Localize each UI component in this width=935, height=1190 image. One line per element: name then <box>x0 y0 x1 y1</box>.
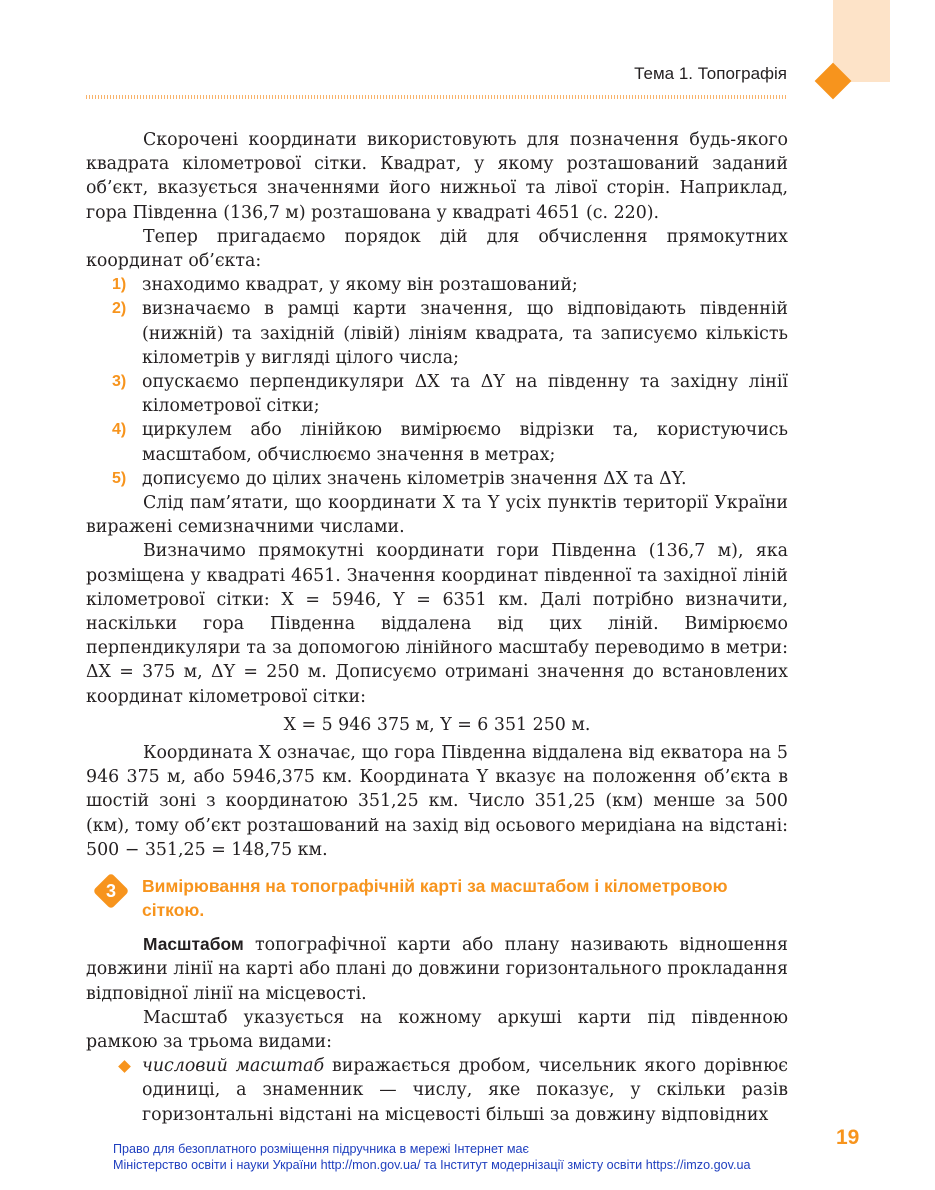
step-number: 2) <box>112 300 127 318</box>
list-item <box>86 297 788 370</box>
page-body <box>86 128 788 1127</box>
list-item-numeric-scale <box>86 1054 788 1127</box>
paragraph-procedure-intro: Тепер пригадаємо порядок дій для обчислення прямокутних координат об’єкта: <box>86 226 788 272</box>
header-topic-title: Тема 1. Топографія <box>634 64 787 83</box>
section-number-badge-icon <box>93 873 130 910</box>
step-number: 3) <box>112 373 127 391</box>
step-text: знаходимо квадрат, у якому він розташований; <box>142 275 578 296</box>
step-number: 4) <box>112 421 127 439</box>
footer-notice <box>113 1142 873 1173</box>
paragraph-scale-definition <box>86 932 788 1006</box>
list-item <box>86 273 788 297</box>
numeric-scale-text: виражається дробом, чисельник якого дорівнює одиниці, а знаменник — числу, яке показує, у скільки разів горизонтальні відстані на місцевості більші за довжину відповідних <box>142 1056 789 1125</box>
paragraph-interpretation: Координата X означає, що гора Південна віддалена від екватора на 5 946 375 м, або 5946,375 км. Координата Y вказує на положення об’єкта в шостій зоні з координатою 351,25 км. Число 351,25 (км) менше за 500 (км), тому об’єкт розташований на захід від осьового меридіана на відстані: 500 − 351,25 = 148,75 км. <box>86 743 788 860</box>
step-number: 5) <box>112 469 127 487</box>
header-dotted-rule <box>86 95 788 99</box>
footer-line-2[interactable]: Міністерство освіти і науки України http://mon.gov.ua/ та Інститут модернізації змісту освіти https://imzo.gov.ua <box>113 1157 751 1172</box>
paragraph-seven-digit-note: Слід пам’ятати, що координати X та Y усіх пунктів території України виражені семизначними числами. <box>86 493 788 538</box>
corner-page-tab <box>833 0 890 82</box>
paragraph-short-coordinates: Скорочені координати використовують для позначення будь-якого квадрата кілометрової сітки. Квадрат, у якому розташований заданий об’єкт, вказується значеннями його нижньої та лівої сторін. Наприклад, гора Південна (136,7 м) розташована у квадраті 4651 (с. 220). <box>86 130 788 223</box>
page-number: 19 <box>836 1126 860 1149</box>
paragraph-scale-types: Масштаб указується на кожному аркуші карти під південною рамкою за трьома видами: <box>86 1007 788 1052</box>
step-text: циркулем або лінійкою вимірюємо відрізки та, користуючись масштабом, обчислюємо значення в метрах; <box>142 420 788 465</box>
step-text: опускаємо перпендикуляри ΔX та ΔY на південну та західну лінії кілометрової сітки; <box>142 372 788 417</box>
list-item <box>86 418 788 466</box>
scale-definition-text: топографічної карти або плану називають відношення довжини лінії на карті або плані до довжини горизонтального прокладання відповідної лінії на місцевості. <box>86 935 788 1004</box>
section-title: Вимірювання на топографічній карті за масштабом і кілометровою сіткою. <box>142 876 728 921</box>
bullet-diamond-icon <box>118 1060 131 1073</box>
section-number: 3 <box>105 881 116 902</box>
list-item <box>86 370 788 418</box>
section-heading <box>86 874 788 922</box>
term-scale: Масштабом <box>143 934 244 955</box>
list-item <box>86 467 788 491</box>
formula-coordinates: X = 5 946 375 м, Y = 6 351 250 м. <box>283 714 591 735</box>
step-number: 1) <box>112 276 127 294</box>
footer-line-1: Право для безоплатного розміщення підручника в мережі Інтернет має <box>113 1142 529 1156</box>
term-numeric-scale: числовий масштаб <box>142 1056 325 1077</box>
step-text: дописуємо до цілих значень кілометрів значення ΔX та ΔY. <box>142 468 687 489</box>
paragraph-example: Визначимо прямокутні координати гори Південна (136,7 м), яка розміщена у квадраті 4651. Значення координат південної та західної ліній кілометрової сітки: X = 5946, Y = 6351 км. Далі потрібно визначити, наскільки гора Південна віддалена від цих ліній. Вимірюємо перпендикуляри та за допомогою лінійного масштабу переводимо в метри: ΔX = 375 м, ΔY = 250 м. Дописуємо отримані значення до встановлених координат кілометрової сітки: <box>86 541 788 707</box>
procedure-steps-list <box>86 273 788 491</box>
step-text: визначаємо в рамці карти значення, що відповідають південній (нижній) та західній (лівій) лініям квадрата, та записуємо кількість кілометрів у вигляді цілого числа; <box>142 299 788 368</box>
